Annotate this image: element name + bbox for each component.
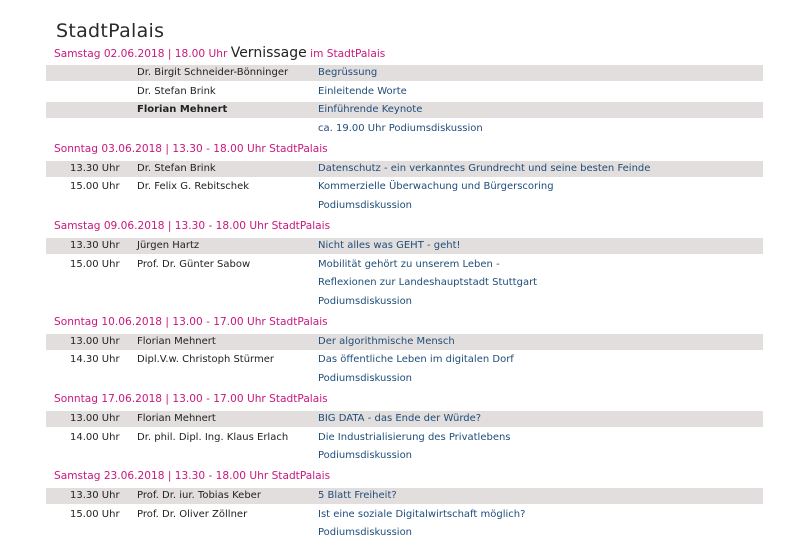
schedule-row <box>46 525 763 541</box>
date-separator: | <box>165 142 169 155</box>
row-time: 15.00 Uhr <box>70 258 120 270</box>
date-day: Sonntag <box>54 142 99 155</box>
row-time: 15.00 Uhr <box>70 181 120 193</box>
date-time: 13.00 - 17.00 Uhr <box>172 315 266 328</box>
date-time: 18.00 Uhr <box>174 48 228 60</box>
row-speaker: Dr. Birgit Schneider-Bönninger <box>137 67 289 78</box>
row-speaker: Jürgen Hartz <box>137 239 200 251</box>
date-separator: | <box>165 315 169 328</box>
date-separator: | <box>167 219 172 232</box>
row-topic: Podiumsdiskussion <box>318 527 413 539</box>
date-time: 13.30 - 18.00 Uhr <box>172 142 266 155</box>
row-topic: Podiumsdiskussion <box>318 199 413 211</box>
schedule-row <box>46 294 763 310</box>
program-schedule <box>46 44 763 541</box>
schedule-row <box>46 84 763 100</box>
date-separator: | <box>167 48 172 60</box>
row-time: 14.30 Uhr <box>70 354 120 366</box>
date-value: 02.06.2018 <box>103 48 165 60</box>
event-location: StadtPalais <box>271 219 331 232</box>
schedule-row <box>46 257 763 273</box>
row-time: 13.00 Uhr <box>70 412 120 424</box>
row-topic: 5 Blatt Freiheit? <box>318 490 397 502</box>
date-header <box>46 217 763 236</box>
date-header <box>46 140 763 159</box>
date-day: Samstag <box>54 48 101 60</box>
row-topic: Einleitende Worte <box>318 85 407 97</box>
row-time: 13.00 Uhr <box>70 335 120 347</box>
row-topic: Ist eine soziale Digitalwirtschaft möglich? <box>318 508 526 520</box>
row-topic: ca. 19.00 Uhr Podiumsdiskussion <box>318 122 483 134</box>
row-topic: Nicht alles was GEHT - geht! <box>318 239 461 251</box>
row-speaker: Dipl.V.w. Christoph Stürmer <box>137 354 275 366</box>
date-header <box>46 313 763 332</box>
row-topic: Kommerzielle Überwachung und Bürgerscoring <box>318 181 554 193</box>
row-time: 15.00 Uhr <box>70 508 120 520</box>
row-speaker: Prof. Dr. Günter Sabow <box>137 258 251 270</box>
date-separator: | <box>167 470 172 483</box>
row-topic: Begrüssung <box>318 67 378 78</box>
event-location: StadtPalais <box>269 142 328 155</box>
row-topic: Die Industrialisierung des Privatlebens <box>318 431 511 443</box>
date-value: 17.06.2018 <box>101 392 163 405</box>
row-topic: Der algorithmische Mensch <box>318 335 455 347</box>
row-speaker: Florian Mehnert <box>137 104 228 116</box>
schedule-row <box>46 352 763 368</box>
schedule-row <box>46 371 763 387</box>
event-name: Vernissage <box>230 45 307 61</box>
row-topic: Podiumsdiskussion <box>318 450 413 462</box>
schedule-row <box>46 179 763 195</box>
date-separator: | <box>165 392 169 405</box>
row-speaker: Prof. Dr. iur. Tobias Keber <box>137 490 261 502</box>
schedule-row <box>46 102 763 118</box>
row-topic: Reflexionen zur Landeshauptstadt Stuttgart <box>318 277 538 289</box>
row-topic: Podiumsdiskussion <box>318 295 413 307</box>
event-location: StadtPalais <box>269 392 328 405</box>
schedule-row <box>46 334 763 350</box>
schedule-row <box>46 488 763 504</box>
date-time: 13.30 - 18.00 Uhr <box>174 470 269 483</box>
schedule-row <box>46 238 763 254</box>
date-value: 23.06.2018 <box>103 470 165 483</box>
row-topic: Datenschutz - ein verkanntes Grundrecht und seine besten Feinde <box>318 162 651 174</box>
row-speaker: Florian Mehnert <box>137 412 216 424</box>
date-day: Sonntag <box>54 392 99 405</box>
row-speaker: Prof. Dr. Oliver Zöllner <box>137 508 248 520</box>
row-topic: Mobilität gehört zu unserem Leben - <box>318 258 500 270</box>
date-value: 03.06.2018 <box>101 142 163 155</box>
date-day: Samstag <box>54 219 101 232</box>
date-time: 13.30 - 18.00 Uhr <box>174 219 269 232</box>
schedule-row <box>46 430 763 446</box>
schedule-row <box>46 161 763 177</box>
schedule-row <box>46 448 763 464</box>
row-time: 13.30 Uhr <box>70 162 120 174</box>
schedule-row <box>46 507 763 523</box>
schedule-row <box>46 411 763 427</box>
row-speaker: Dr. Stefan Brink <box>137 162 216 174</box>
row-speaker: Dr. phil. Dipl. Ing. Klaus Erlach <box>137 431 289 443</box>
schedule-row <box>46 198 763 214</box>
date-day: Samstag <box>54 470 101 483</box>
row-topic: Podiumsdiskussion <box>318 372 413 384</box>
schedule-row <box>46 65 763 81</box>
event-location: StadtPalais <box>269 315 328 328</box>
date-value: 09.06.2018 <box>103 219 165 232</box>
row-topic: BIG DATA - das Ende der Würde? <box>318 412 482 424</box>
date-time: 13.00 - 17.00 Uhr <box>172 392 266 405</box>
date-value: 10.06.2018 <box>101 315 163 328</box>
schedule-row <box>46 275 763 291</box>
row-time: 14.00 Uhr <box>70 431 120 443</box>
row-speaker: Dr. Felix G. Rebitschek <box>137 181 250 193</box>
row-topic: Einführende Keynote <box>318 104 423 116</box>
date-header <box>46 390 763 409</box>
date-day: Sonntag <box>54 315 99 328</box>
event-location: im StadtPalais <box>310 48 386 60</box>
schedule-row <box>46 121 763 137</box>
date-header <box>46 44 763 63</box>
row-speaker: Dr. Stefan Brink <box>137 85 216 97</box>
event-location: StadtPalais <box>271 470 331 483</box>
row-time: 13.30 Uhr <box>70 490 120 502</box>
row-topic: Das öffentliche Leben im digitalen Dorf <box>318 354 514 366</box>
page-title: StadtPalais <box>56 20 165 42</box>
row-speaker: Florian Mehnert <box>137 335 216 347</box>
row-time: 13.30 Uhr <box>70 239 120 251</box>
date-header <box>46 467 763 486</box>
